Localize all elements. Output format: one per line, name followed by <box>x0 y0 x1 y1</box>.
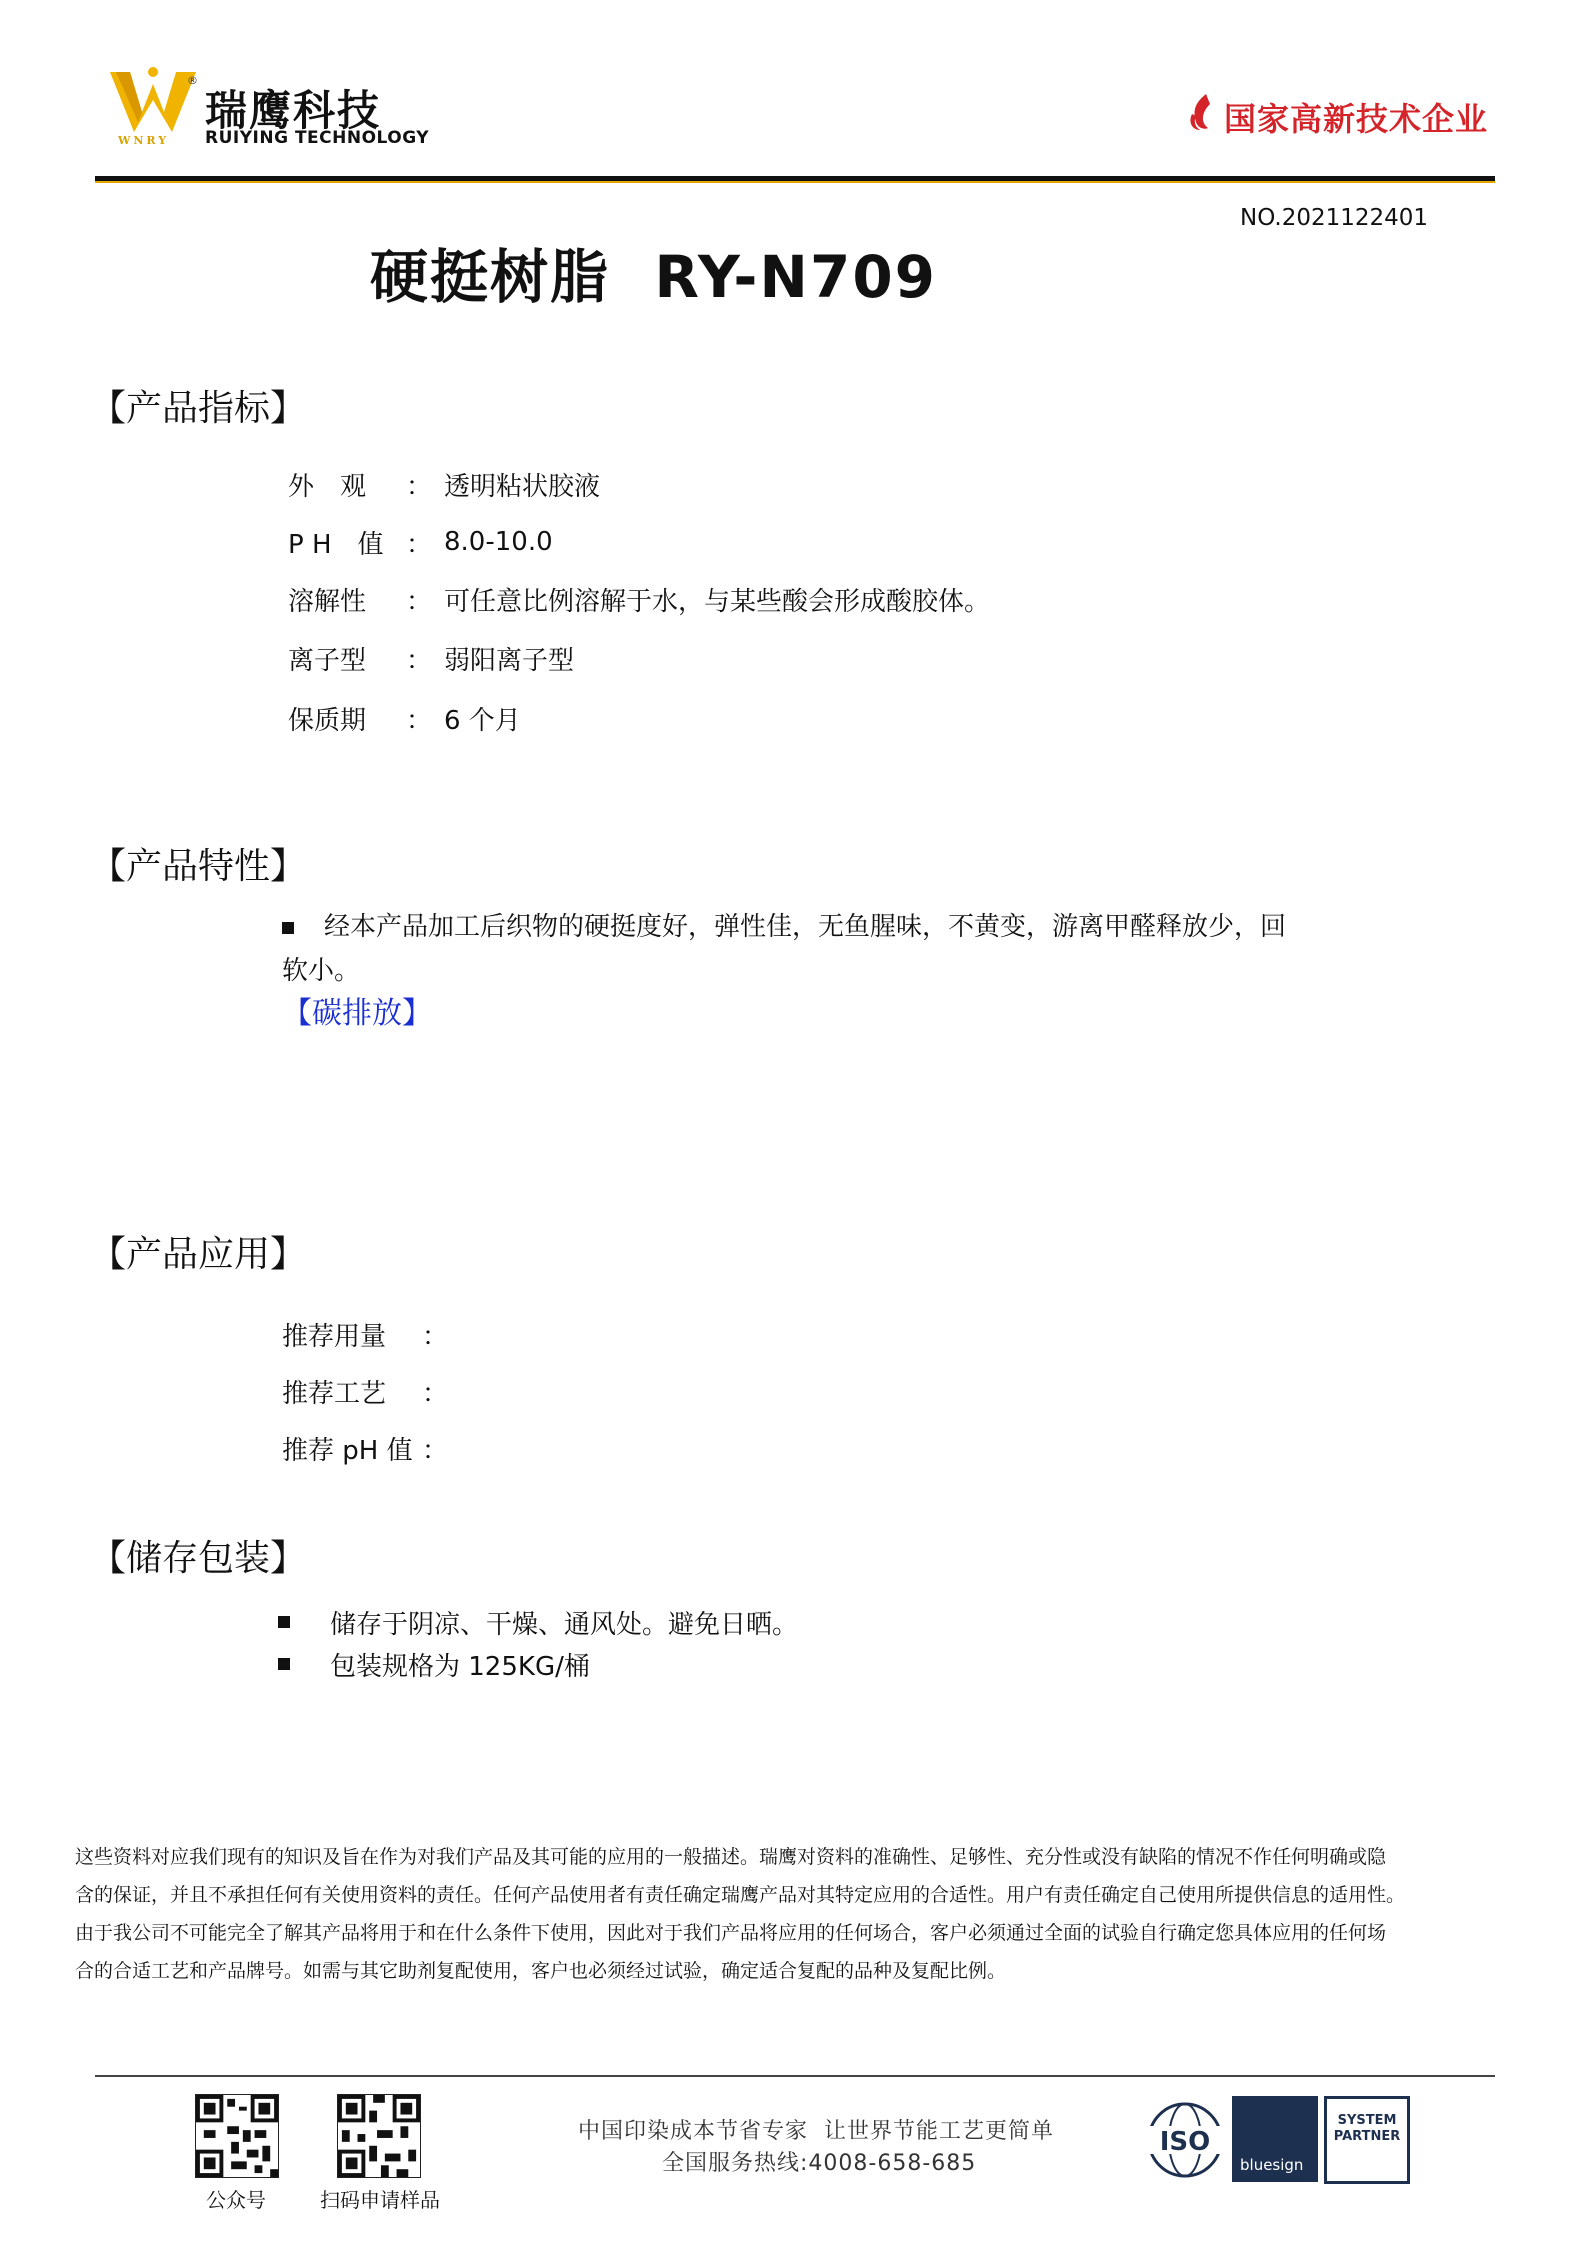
indicator-value: 可任意比例溶解于水，与某些酸会形成酸胶体。 <box>444 586 991 617</box>
storage-item <box>278 1646 590 1682</box>
indicator-value: 透明粘状胶液 <box>444 471 601 502</box>
indicator-colon: ： <box>406 529 433 560</box>
application-label: 推荐工艺 <box>282 1378 387 1409</box>
bluesign-text: bluesign <box>1240 2156 1304 2174</box>
qr-label-official-account: 公众号 <box>206 2188 266 2212</box>
indicator-colon: ： <box>406 645 433 676</box>
application-row <box>282 1430 448 1466</box>
wechat-qr-code-icon[interactable] <box>195 2094 279 2178</box>
section-title-application: 【产品应用】 <box>90 1234 307 1275</box>
bullet-square <box>278 1616 290 1628</box>
storage-item-text: 包装规格为 125KG/桶 <box>330 1651 590 1682</box>
logo-wnry-text: WNRY <box>118 134 170 147</box>
indicator-value: 弱阳离子型 <box>444 645 575 676</box>
indicator-label: 外 观 <box>288 471 367 502</box>
section-title-storage: 【储存包装】 <box>90 1538 307 1579</box>
application-label: 推荐用量 <box>282 1321 387 1352</box>
bluesign-logo <box>1232 2096 1318 2182</box>
footer-slogan: 中国印染成本节省专家 让世界节能工艺更简单 <box>578 2119 1054 2144</box>
feature-line-2: 软小。 <box>282 956 361 986</box>
feature-line-1: 经本产品加工后织物的硬挺度好，弹性佳，无鱼腥味，不黄变，游离甲醛释放少，回 <box>324 912 1287 942</box>
high-tech-enterprise-icon <box>1186 92 1220 132</box>
application-colon: ： <box>422 1321 449 1352</box>
page-title: 硬挺树脂 RY-N709 <box>370 243 938 311</box>
feature-text <box>282 905 1382 993</box>
indicator-label: P H 值 <box>288 529 384 560</box>
section-title-indicators: 【产品指标】 <box>90 388 307 429</box>
header-divider-accent <box>95 181 1495 183</box>
storage-item-text: 储存于阴凉、干燥、通风处。避免日晒。 <box>330 1609 799 1640</box>
indicator-label: 离子型 <box>288 645 367 676</box>
qr-label-sample-request: 扫码申请样品 <box>320 2188 440 2212</box>
disclaimer-line: 这些资料对应我们现有的知识及旨在作为对我们产品及其可能的应用的一般描述。瑞鹰对资料的准确性、足够性、充分性或没有缺陷的情况不作任何明确或隐 <box>75 1846 1387 1868</box>
indicator-row <box>288 524 553 560</box>
disclaimer <box>75 1838 1555 1990</box>
iso-certification-icon <box>1145 2098 1225 2182</box>
disclaimer-line: 合的合适工艺和产品牌号。如需与其它助剂复配使用，客户也必须经过试验，确定适合复配的品种及复配比例。 <box>75 1960 1007 1982</box>
company-name-en: RUIYING TECHNOLOGY <box>205 128 430 148</box>
indicator-value: 6 个月 <box>444 705 521 736</box>
application-label: 推荐 pH 值 <box>282 1435 413 1466</box>
application-row <box>282 1373 448 1409</box>
footer-hotline: 全国服务热线:4008-658-685 <box>662 2151 977 2176</box>
application-row <box>282 1316 448 1352</box>
indicator-colon: ： <box>406 705 433 736</box>
indicator-row <box>288 581 990 617</box>
indicator-row <box>288 640 574 676</box>
high-tech-enterprise-badge: 国家高新技术企业 <box>1224 100 1489 138</box>
bullet-square <box>282 922 294 934</box>
ruiying-logo-icon <box>108 64 198 144</box>
disclaimer-line: 由于我公司不可能完全了解其产品将用于和在什么条件下使用，因此对于我们产品将应用的任何场合，客户必须通过全面的试验自行确定您具体应用的任何场 <box>75 1922 1387 1944</box>
storage-item <box>278 1604 798 1640</box>
indicator-row <box>288 466 600 502</box>
indicator-label: 溶解性 <box>288 586 367 617</box>
application-colon: ： <box>422 1435 449 1466</box>
indicator-colon: ： <box>406 471 433 502</box>
carbon-emission-link[interactable]: 【碳排放】 <box>282 996 432 1031</box>
company-name-cn: 瑞鹰科技 <box>205 86 382 135</box>
section-title-features: 【产品特性】 <box>90 846 307 887</box>
registered-mark: ® <box>187 74 198 87</box>
indicator-value: 8.0-10.0 <box>444 527 553 557</box>
disclaimer-line: 含的保证，并且不承担任何有关使用资料的责任。任何产品使用者有责任确定瑞鹰产品对其特定应用的合适性。用户有责任确定自己使用所提供信息的适用性。 <box>75 1884 1406 1906</box>
system-partner-badge <box>1324 2096 1410 2184</box>
indicator-colon: ： <box>406 586 433 617</box>
system-partner-text: SYSTEM PARTNER <box>1333 2113 1401 2144</box>
footer-divider <box>95 2075 1495 2077</box>
indicator-label: 保质期 <box>288 705 367 736</box>
indicator-row <box>288 700 521 736</box>
document-number: NO.2021122401 <box>1240 205 1429 231</box>
bullet-square <box>278 1658 290 1670</box>
application-colon: ： <box>422 1378 449 1409</box>
sample-request-qr-code-icon[interactable] <box>337 2094 421 2178</box>
iso-text: ISO <box>1159 2127 1211 2157</box>
